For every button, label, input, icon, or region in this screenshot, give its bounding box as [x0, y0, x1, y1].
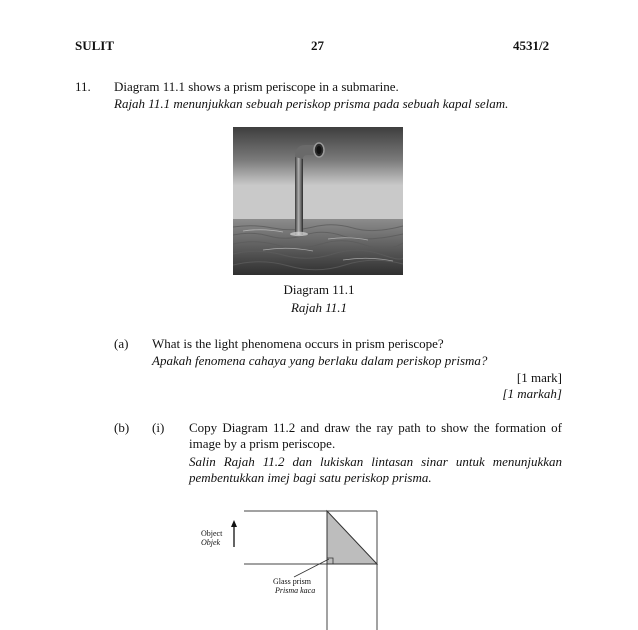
periscope-photo [233, 127, 403, 275]
diagram-11-1-caption-ms: Rajah 11.1 [290, 300, 348, 315]
object-label-en: Object [201, 529, 223, 538]
periscope-diagram [195, 505, 395, 630]
question-number: 11. [75, 79, 91, 94]
part-b-question-ms: Salin Rajah 11.2 dan lukiskan lintasan sinar untuk menunjukkan pembentukkan imej bagi satu periskop prisma. [189, 454, 562, 485]
prism-label-ms: Prisma kaca [275, 586, 316, 595]
part-a-question-en: What is the light phenomena occurs in prism periscope? [152, 336, 444, 351]
part-a-mark-en: [1 mark] [516, 370, 562, 385]
question-intro-en: Diagram 11.1 shows a prism periscope in a submarine. [114, 79, 399, 94]
part-b-question-en: Copy Diagram 11.2 and draw the ray path to show the formation of image by a prism periscope. [189, 420, 562, 451]
object-label-ms: Objek [201, 538, 221, 547]
part-a-mark-ms: [1 markah] [502, 386, 562, 401]
part-b-sub-label: (i) [152, 420, 165, 435]
part-b-label: (b) [114, 420, 130, 435]
part-a-question-ms: Apakah fenomena cahaya yang berlaku dalam periskop prisma? [152, 353, 488, 368]
header-sulit: SULIT [75, 38, 115, 53]
page-number: 27 [311, 38, 324, 53]
paper-code: 4531/2 [513, 38, 550, 53]
diagram-11-1-caption-en: Diagram 11.1 [283, 282, 355, 297]
question-intro-ms: Rajah 11.1 menunjukkan sebuah periskop prisma pada sebuah kapal selam. [114, 96, 509, 111]
prism-label-en: Glass prism [273, 577, 311, 586]
part-a-label: (a) [114, 336, 129, 351]
